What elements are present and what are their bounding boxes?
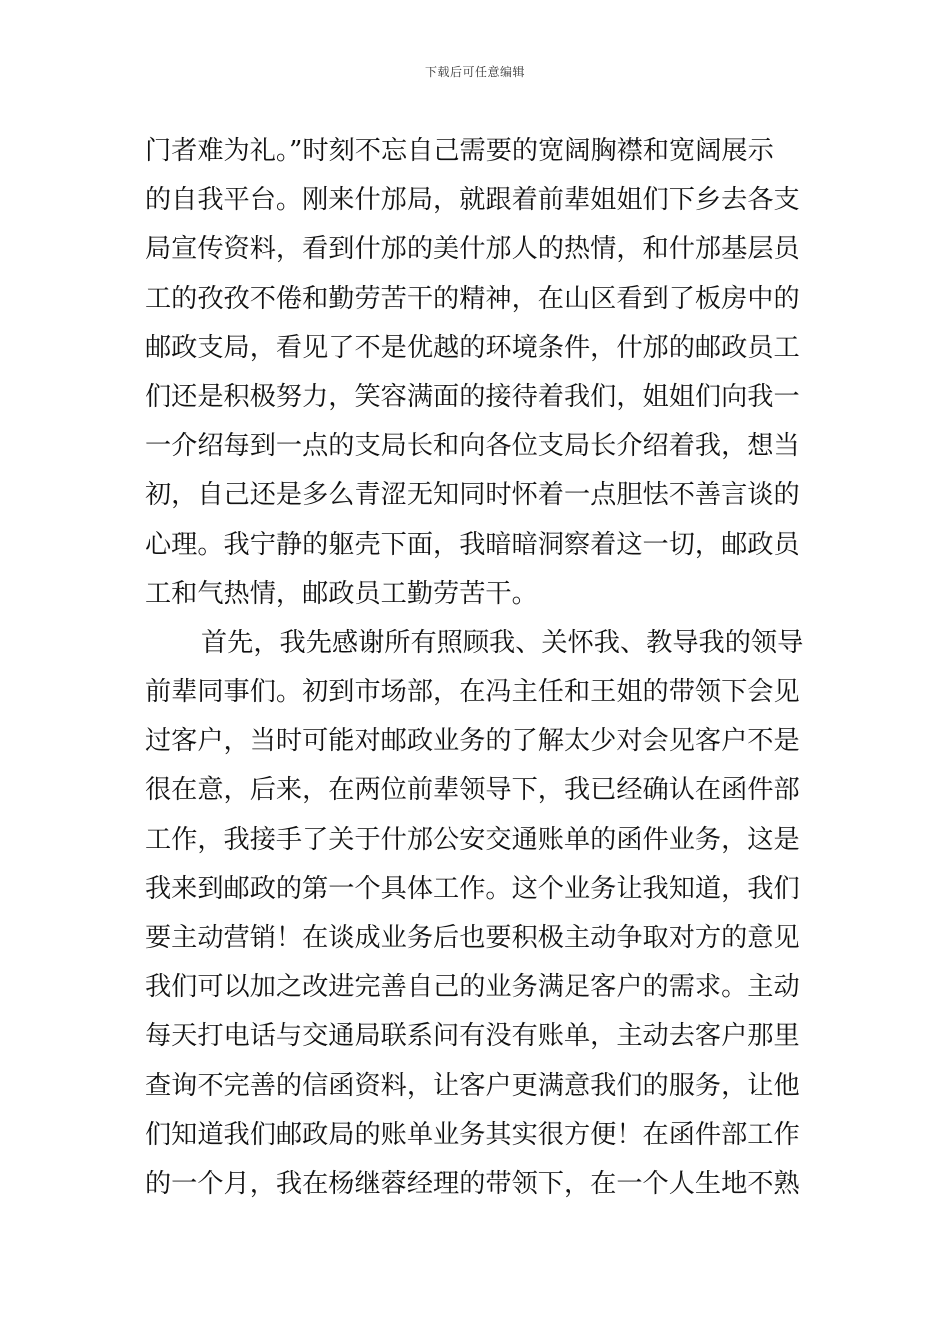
text-line: 局宣传资料，看到什邡的美什邡人的热情，和什邡基层员 xyxy=(145,234,800,265)
text-line: 我们可以加之改进完善自己的业务满足客户的需求。主动 xyxy=(145,972,800,1003)
paragraph xyxy=(145,619,815,1209)
body-text xyxy=(145,127,815,1209)
text-line: 工作，我接手了关于什邡公安交通账单的函件业务，这是 xyxy=(145,824,800,855)
text-line: 要主动营销！在谈成业务后也要积极主动争取对方的意见 xyxy=(145,923,800,953)
text-line: 们知道我们邮政局的账单业务其实很方便！在函件部工作 xyxy=(145,1119,800,1150)
text-line: 工和气热情，邮政员工勤劳苦干。 xyxy=(145,578,538,609)
text-line: 一介绍每到一点的支局长和向各位支局长介绍着我，想当 xyxy=(145,431,800,462)
text-line: 心理。我宁静的躯壳下面，我暗暗洞察着这一切，邮政员 xyxy=(145,529,800,560)
text-line: 很在意，后来，在两位前辈领导下，我已经确认在函件部 xyxy=(145,775,800,806)
text-line: 门者难为礼。”时刻不忘自己需要的宽阔胸襟和宽阔展示 xyxy=(145,136,774,166)
text-line: 过客户，当时可能对邮政业务的了解太少对会见客户不是 xyxy=(145,726,800,757)
text-line: 邮政支局，看见了不是优越的环境条件，什邡的邮政员工 xyxy=(145,332,800,363)
text-line: 们还是积极努力，笑容满面的接待着我们，姐姐们向我一 xyxy=(145,381,800,412)
text-line: 每天打电话与交通局联系问有没有账单，主动去客户那里 xyxy=(145,1021,800,1052)
paragraph xyxy=(145,127,815,619)
text-line: 工的孜孜不倦和勤劳苦干的精神，在山区看到了板房中的 xyxy=(145,283,800,314)
text-line: 的一个月，我在杨继蓉经理的带领下，在一个人生地不熟 xyxy=(145,1168,800,1199)
text-line: 我来到邮政的第一个具体工作。这个业务让我知道，我们 xyxy=(145,873,800,904)
text-line: 查询不完善的信函资料，让客户更满意我们的服务，让他 xyxy=(145,1070,800,1101)
text-line: 前辈同事们。初到市场部，在冯主任和王姐的带领下会见 xyxy=(145,677,800,708)
text-line: 的自我平台。刚来什邡局，就跟着前辈姐姐们下乡去各支 xyxy=(145,185,800,216)
text-line: 首先，我先感谢所有照顾我、关怀我、教导我的领导 xyxy=(201,627,804,658)
text-line: 初，自己还是多么青涩无知同时怀着一点胆怯不善言谈的 xyxy=(145,480,800,511)
page-header: 下载后可任意编辑 xyxy=(424,65,525,79)
